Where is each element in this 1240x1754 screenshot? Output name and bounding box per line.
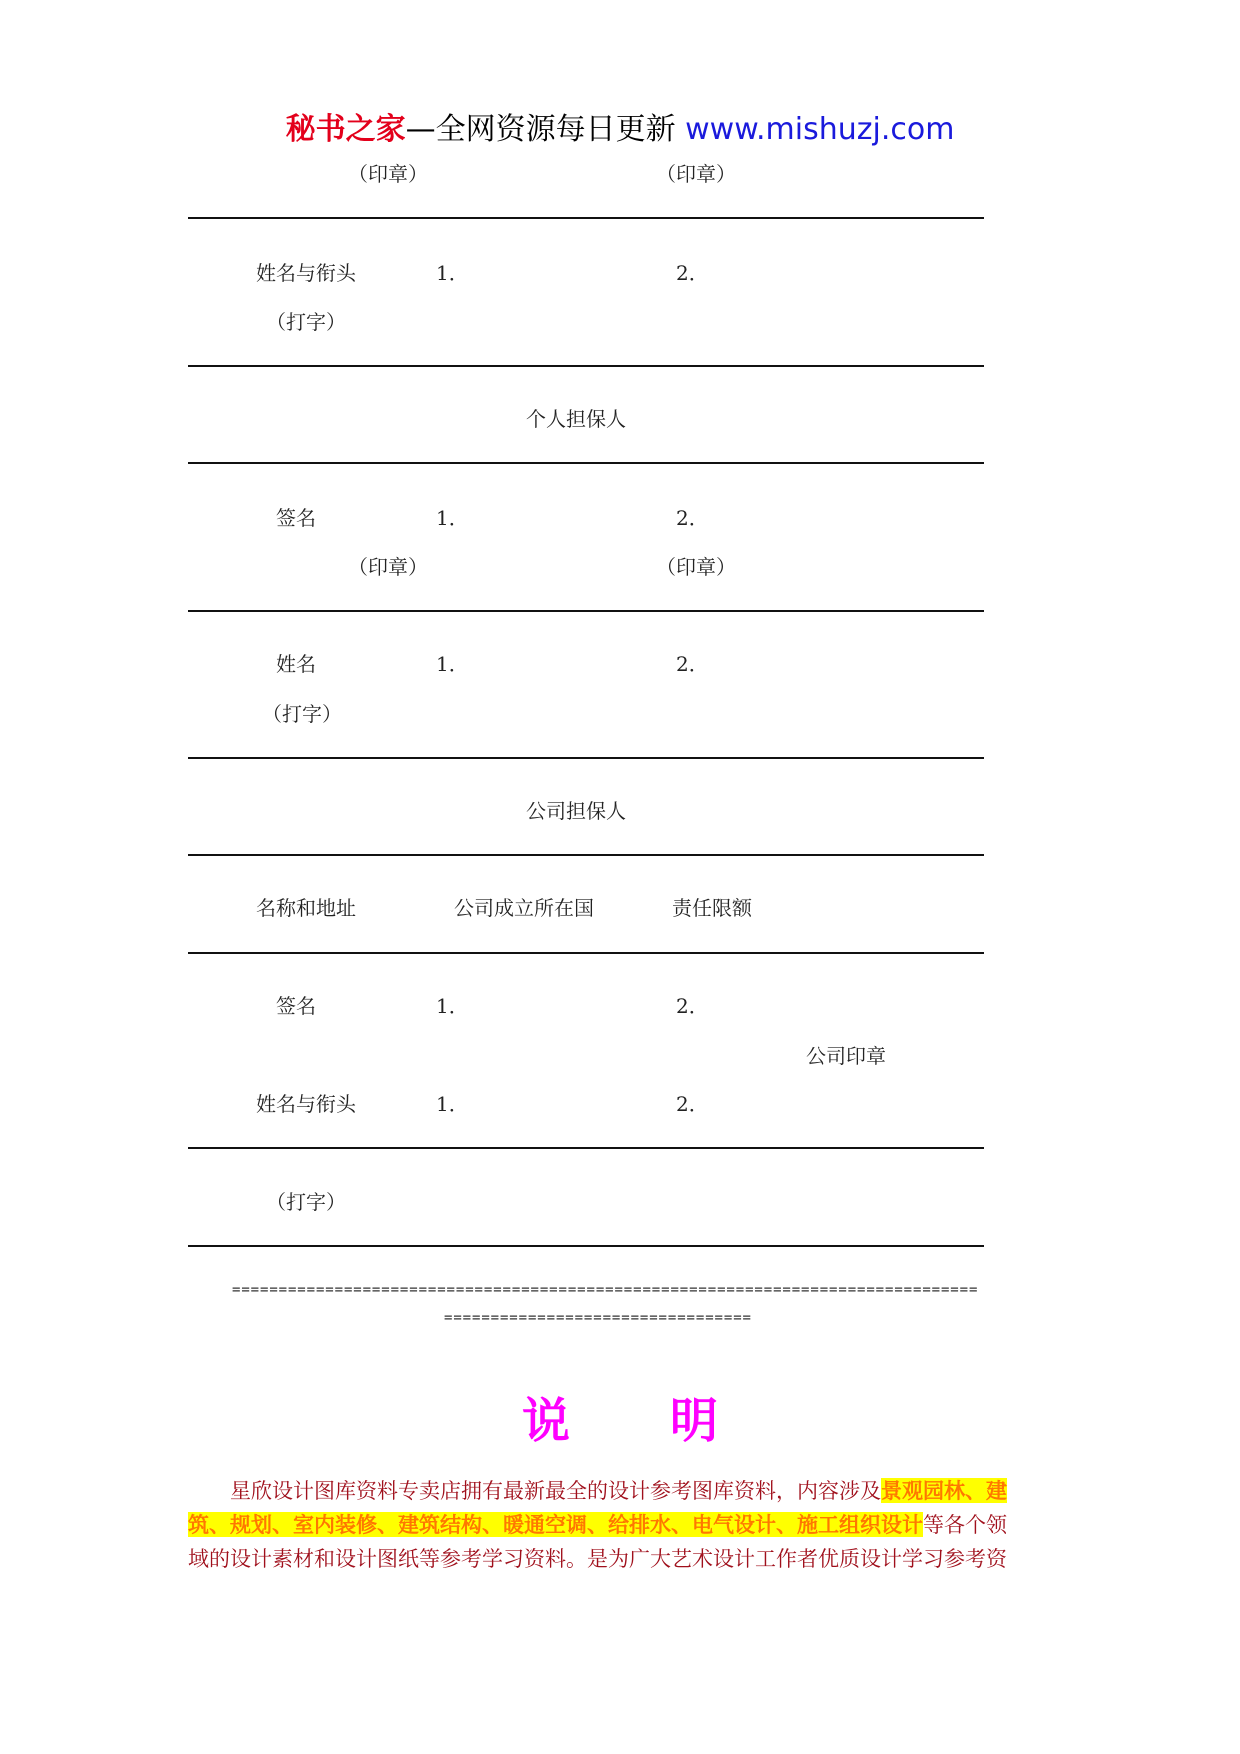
highlighted-categories: 筑、规划、室内装修、建筑结构、暖通空调、给排水、电气设计、施工组织设计: [188, 1512, 923, 1537]
form-rule: [188, 952, 984, 954]
typed-label: （打字）: [266, 310, 346, 334]
explanation-title: [0, 1382, 1240, 1451]
form-rule: [188, 217, 984, 219]
name-address-label: 名称和地址: [256, 896, 356, 920]
seal-label-1: （印章）: [348, 555, 428, 579]
entry-number-2: 2．: [676, 652, 709, 676]
form-rule: [188, 610, 984, 612]
paragraph-text: 域的设计素材和设计图纸等参考学习资料。是为广大艺术设计工作者优质设计学习参考资: [188, 1547, 1007, 1571]
entry-number-1: 1．: [436, 1092, 469, 1116]
seal-label-1: （印章）: [348, 162, 428, 186]
entry-number-2: 2．: [676, 1092, 709, 1116]
brand-name: 秘书之家: [285, 112, 406, 147]
seal-label-2: （印章）: [656, 162, 736, 186]
explanation-paragraph: [188, 1474, 1062, 1576]
form-rule: [188, 757, 984, 759]
name-title-label: 姓名与衔头: [256, 261, 356, 285]
title-char: 说: [521, 1393, 570, 1449]
header-tagline: —全网资源每日更新: [405, 112, 676, 147]
company-guarantor-heading: 公司担保人: [526, 799, 626, 823]
entry-number-1: 1．: [436, 506, 469, 530]
title-char: 明: [670, 1393, 719, 1449]
entry-number-1: 1．: [436, 261, 469, 285]
typed-label: （打字）: [266, 1190, 346, 1214]
entry-number-1: 1．: [436, 652, 469, 676]
signature-label: 签名: [276, 506, 316, 530]
personal-guarantor-heading: 个人担保人: [526, 407, 626, 431]
paragraph-text: 星欣设计图库资料专卖店拥有最新最全的设计参考图库资料，内容涉及: [230, 1479, 881, 1503]
form-rule: [188, 365, 984, 367]
separator-line: =================================: [444, 1310, 752, 1326]
liability-limit-label: 责任限额: [672, 896, 752, 920]
form-rule: [188, 854, 984, 856]
page-header: [0, 104, 1240, 148]
form-rule: [188, 1147, 984, 1149]
entry-number-2: 2．: [676, 261, 709, 285]
website-url[interactable]: www.mishuzj.com: [685, 112, 955, 147]
paragraph-text: 等各个领: [923, 1513, 1007, 1537]
typed-label: （打字）: [262, 702, 342, 726]
name-title-label: 姓名与衔头: [256, 1092, 356, 1116]
signature-label: 签名: [276, 994, 316, 1018]
form-rule: [188, 1245, 984, 1247]
name-label: 姓名: [276, 652, 316, 676]
highlighted-categories: 景观园林、建: [881, 1478, 1007, 1503]
entry-number-2: 2．: [676, 506, 709, 530]
entry-number-2: 2．: [676, 994, 709, 1018]
country-of-incorporation-label: 公司成立所在国: [454, 896, 594, 920]
separator-line: ================================================================================: [232, 1282, 979, 1298]
seal-label-2: （印章）: [656, 555, 736, 579]
company-seal-label: 公司印章: [806, 1044, 886, 1068]
entry-number-1: 1．: [436, 994, 469, 1018]
form-rule: [188, 462, 984, 464]
